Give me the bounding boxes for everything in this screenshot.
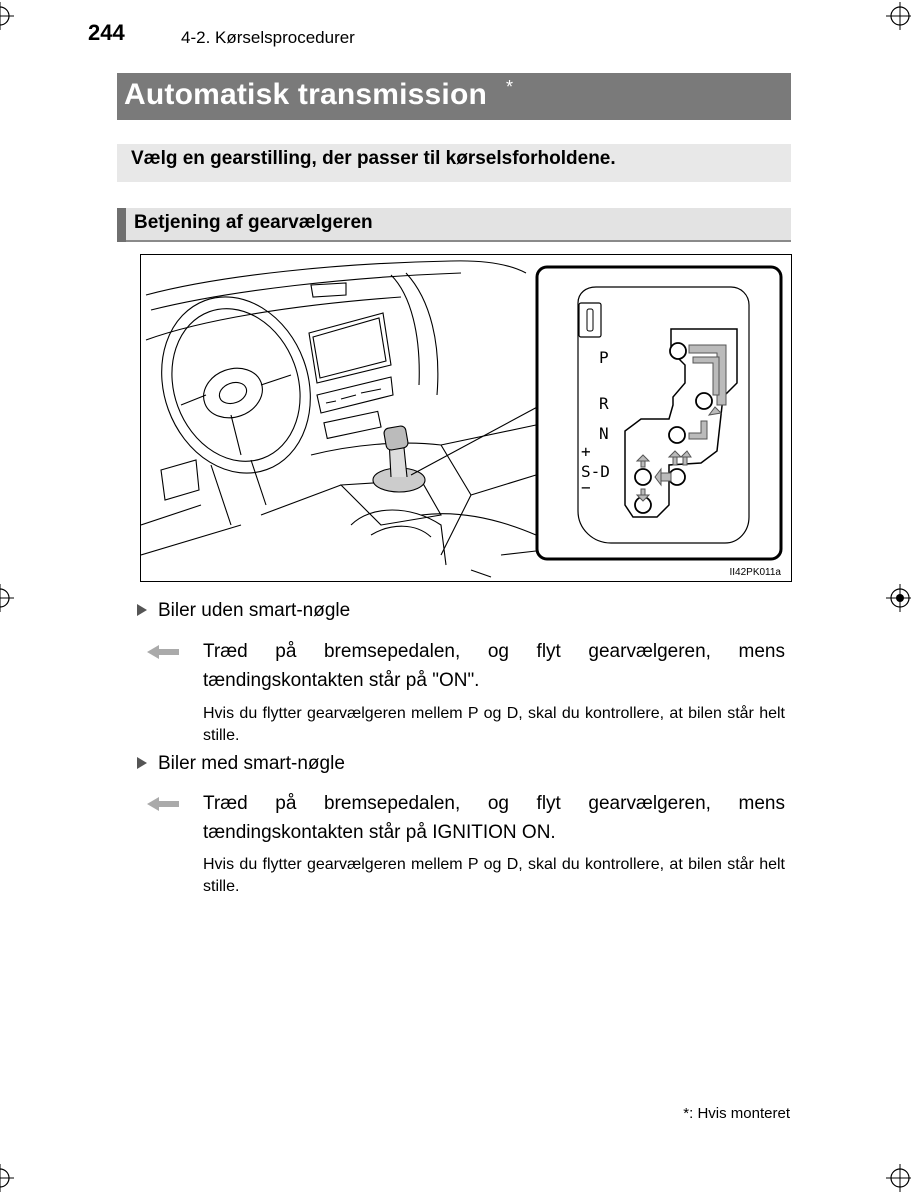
registration-mark — [0, 1164, 14, 1192]
gear-selector-illustration — [140, 254, 792, 582]
section-reference: 4-2. Kørselsprocedurer — [181, 28, 355, 47]
item-note: Hvis du flytter gearvælgeren mellem P og D, skal du kontrollere, at bilen står helt stille. — [203, 705, 785, 744]
bullet-triangle-icon — [137, 604, 147, 616]
registration-mark — [886, 1164, 911, 1192]
registration-mark — [886, 584, 911, 612]
item-instruction: Træd på bremsepedalen, og flyt gearvælgeren, mens tændingskontakten står på IGNITION ON. — [203, 793, 785, 843]
left-arrow-icon — [147, 644, 181, 660]
title-footnote-marker: * — [506, 77, 514, 97]
page-number: 244 — [88, 20, 125, 45]
gear-label-p: P — [599, 348, 609, 367]
registration-mark — [0, 2, 14, 30]
subsection-accent — [117, 208, 126, 242]
gear-label-sd: S-D — [581, 462, 610, 481]
item-instruction: Træd på bremsepedalen, og flyt gearvælgeren, mens tændingskontakten står på "ON". — [203, 641, 785, 691]
item-heading: Biler med smart-nøgle — [158, 753, 345, 774]
dashboard-interior-drawing — [141, 261, 541, 577]
gear-label-plus: + — [581, 442, 591, 461]
item-note: Hvis du flytter gearvælgeren mellem P og D, skal du kontrollere, at bilen står helt stille. — [203, 856, 785, 895]
page-title: Automatisk transmission — [124, 78, 488, 111]
gear-label-minus: − — [581, 478, 591, 497]
left-arrow-icon — [147, 796, 181, 812]
footnote: *: Hvis monteret — [683, 1105, 790, 1122]
registration-mark — [0, 584, 14, 612]
gear-label-r: R — [599, 394, 609, 413]
registration-mark — [886, 2, 911, 30]
bullet-triangle-icon — [137, 757, 147, 769]
illustration-drawing — [141, 255, 791, 581]
item-heading: Biler uden smart-nøgle — [158, 600, 351, 621]
gear-label-n: N — [599, 424, 609, 443]
intro-text: Vælg en gearstilling, der passer til kørselsforholdene. — [131, 148, 616, 169]
subsection-heading: Betjening af gearvælgeren — [134, 212, 373, 233]
figure-code: II42PK011a — [729, 567, 781, 578]
